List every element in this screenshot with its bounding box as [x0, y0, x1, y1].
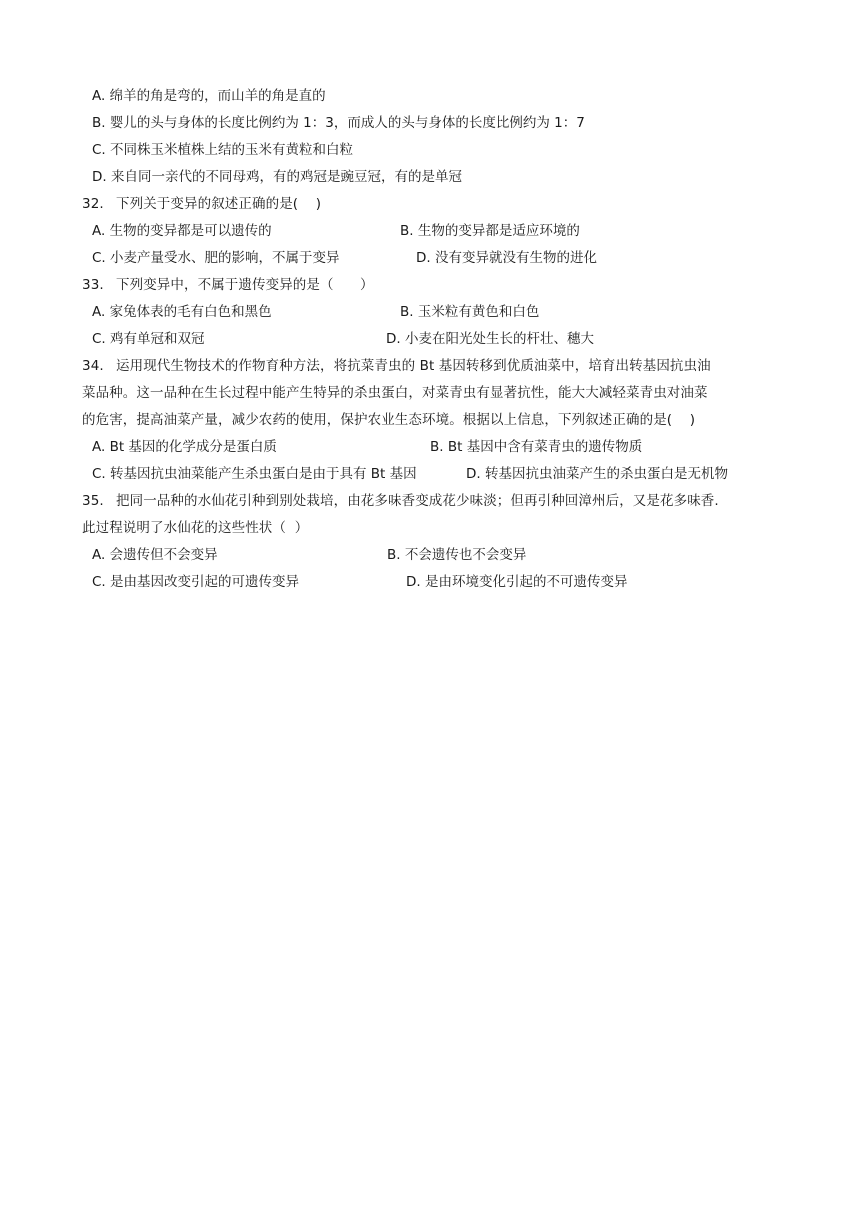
q32-option-a: A. 生物的变异都是可以遗传的	[92, 223, 272, 239]
q33-option-a: A. 家兔体表的毛有白色和黑色	[92, 304, 272, 320]
q33-option-d: D. 小麦在阳光处生长的杆壮、穗大	[386, 331, 594, 347]
q34-option-c: C. 转基因抗虫油菜能产生杀虫蛋白是由于具有 Bt 基因	[92, 466, 417, 482]
q33-option-c: C. 鸡有单冠和双冠	[92, 331, 205, 347]
q33-option-b: B. 玉米粒有黄色和白色	[400, 304, 540, 320]
q35-stem-text-1: 把同一品种的水仙花引种到别处栽培，由花多味香变成花少味淡；但再引种回漳州后，又是花多味香.	[116, 493, 719, 509]
q35-number: 35.	[82, 493, 104, 509]
q35-option-d: D. 是由环境变化引起的不可遗传变异	[406, 574, 628, 590]
q34-option-a: A. Bt 基因的化学成分是蛋白质	[92, 439, 277, 455]
q35-option-a: A. 会遗传但不会变异	[92, 547, 218, 563]
q31-option-a: A. 绵羊的角是弯的，而山羊的角是直的	[92, 88, 326, 104]
q35-stem-line2: 此过程说明了水仙花的这些性状（ ）	[82, 520, 309, 536]
q35-stem-line1	[82, 491, 719, 511]
q35-option-c: C. 是由基因改变引起的可遗传变异	[92, 574, 300, 590]
q34-stem-line3: 的危害，提高油菜产量，减少农药的使用，保护农业生态环境。根据以上信息，下列叙述正确的是( )	[82, 412, 696, 428]
q32-option-c: C. 小麦产量受水、肥的影响，不属于变异	[92, 250, 340, 266]
q34-stem-line1	[82, 356, 711, 376]
q34-stem-line2: 菜品种。这一品种在生长过程中能产生特异的杀虫蛋白，对菜青虫有显著抗性，能大大减轻菜青虫对油菜	[82, 385, 708, 401]
q33-number: 33.	[82, 277, 104, 293]
q34-number: 34.	[82, 358, 104, 374]
q34-option-b: B. Bt 基因中含有菜青虫的遗传物质	[430, 439, 643, 455]
q31-option-d: D. 来自同一亲代的不同母鸡，有的鸡冠是豌豆冠，有的是单冠	[92, 169, 462, 185]
q34-option-d: D. 转基因抗虫油菜产生的杀虫蛋白是无机物	[466, 466, 728, 482]
q35-option-b: B. 不会遗传也不会变异	[387, 547, 527, 563]
q32-stem	[82, 194, 321, 214]
q33-stem	[82, 275, 374, 295]
q32-option-d: D. 没有变异就没有生物的进化	[416, 250, 597, 266]
q32-option-b: B. 生物的变异都是适应环境的	[400, 223, 580, 239]
q32-number: 32.	[82, 196, 104, 212]
q31-option-c: C. 不同株玉米植株上结的玉米有黄粒和白粒	[92, 142, 354, 158]
q34-stem-text-1: 运用现代生物技术的作物育种方法，将抗菜青虫的 Bt 基因转移到优质油菜中，培育出转基因抗虫油	[116, 358, 711, 374]
q31-option-b: B. 婴儿的头与身体的长度比例约为 1：3，而成人的头与身体的长度比例约为 1：7	[92, 115, 585, 131]
q32-stem-text: 下列关于变异的叙述正确的是( )	[116, 196, 322, 212]
q33-stem-text: 下列变异中，不属于遗传变异的是（ ）	[116, 277, 374, 293]
